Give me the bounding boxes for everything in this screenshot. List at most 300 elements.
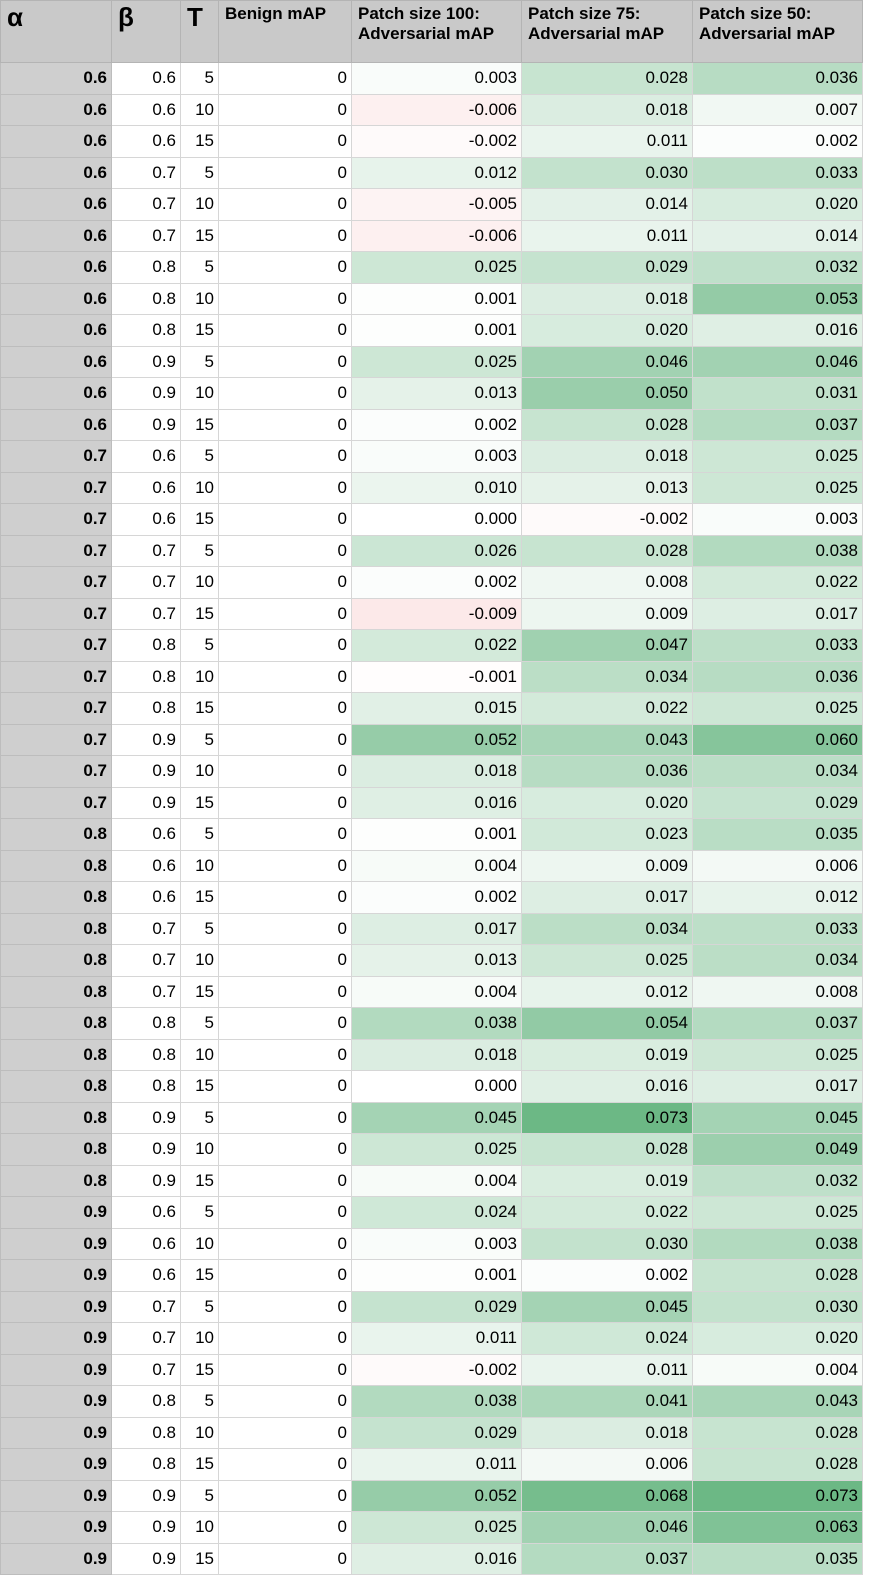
t-cell[interactable]: 15 <box>181 598 219 630</box>
patch-100-cell[interactable]: 0.004 <box>352 850 522 882</box>
patch-50-cell[interactable]: 0.037 <box>693 1008 863 1040</box>
benign-map-cell[interactable]: 0 <box>219 1039 352 1071</box>
beta-cell[interactable]: 0.6 <box>112 63 181 95</box>
patch-75-cell[interactable]: 0.029 <box>522 252 693 284</box>
beta-cell[interactable]: 0.7 <box>112 157 181 189</box>
benign-map-cell[interactable]: 0 <box>219 1134 352 1166</box>
patch-50-cell[interactable]: 0.033 <box>693 157 863 189</box>
alpha-cell[interactable]: 0.9 <box>1 1260 112 1292</box>
patch-50-cell[interactable]: 0.029 <box>693 787 863 819</box>
patch-75-cell[interactable]: 0.018 <box>522 1417 693 1449</box>
patch-75-cell[interactable]: 0.028 <box>522 409 693 441</box>
patch-75-cell[interactable]: 0.013 <box>522 472 693 504</box>
t-cell[interactable]: 5 <box>181 913 219 945</box>
beta-cell[interactable]: 0.7 <box>112 598 181 630</box>
beta-cell[interactable]: 0.6 <box>112 850 181 882</box>
benign-map-cell[interactable]: 0 <box>219 346 352 378</box>
t-cell[interactable]: 15 <box>181 1449 219 1481</box>
header-benign-map[interactable]: Benign mAP <box>219 1 352 63</box>
t-cell[interactable]: 10 <box>181 1512 219 1544</box>
header-alpha[interactable]: α <box>1 1 112 63</box>
alpha-cell[interactable]: 0.8 <box>1 1165 112 1197</box>
alpha-cell[interactable]: 0.6 <box>1 157 112 189</box>
patch-50-cell[interactable]: 0.043 <box>693 1386 863 1418</box>
patch-50-cell[interactable]: 0.028 <box>693 1260 863 1292</box>
t-cell[interactable]: 10 <box>181 283 219 315</box>
t-cell[interactable]: 10 <box>181 189 219 221</box>
benign-map-cell[interactable]: 0 <box>219 850 352 882</box>
benign-map-cell[interactable]: 0 <box>219 1543 352 1575</box>
alpha-cell[interactable]: 0.7 <box>1 693 112 725</box>
benign-map-cell[interactable]: 0 <box>219 189 352 221</box>
alpha-cell[interactable]: 0.7 <box>1 756 112 788</box>
alpha-cell[interactable]: 0.8 <box>1 913 112 945</box>
patch-75-cell[interactable]: 0.073 <box>522 1102 693 1134</box>
header-patch-100[interactable]: Patch size 100: Adversarial mAP <box>352 1 522 63</box>
benign-map-cell[interactable]: 0 <box>219 1323 352 1355</box>
patch-50-cell[interactable]: 0.012 <box>693 882 863 914</box>
patch-50-cell[interactable]: 0.006 <box>693 850 863 882</box>
alpha-cell[interactable]: 0.9 <box>1 1386 112 1418</box>
beta-cell[interactable]: 0.9 <box>112 1165 181 1197</box>
beta-cell[interactable]: 0.6 <box>112 819 181 851</box>
t-cell[interactable]: 5 <box>181 1008 219 1040</box>
patch-100-cell[interactable]: 0.017 <box>352 913 522 945</box>
alpha-cell[interactable]: 0.6 <box>1 63 112 95</box>
patch-75-cell[interactable]: 0.008 <box>522 567 693 599</box>
benign-map-cell[interactable]: 0 <box>219 913 352 945</box>
patch-100-cell[interactable]: 0.016 <box>352 787 522 819</box>
patch-75-cell[interactable]: 0.022 <box>522 693 693 725</box>
patch-50-cell[interactable]: 0.053 <box>693 283 863 315</box>
patch-100-cell[interactable]: 0.025 <box>352 1134 522 1166</box>
patch-75-cell[interactable]: 0.019 <box>522 1039 693 1071</box>
benign-map-cell[interactable]: 0 <box>219 315 352 347</box>
patch-100-cell[interactable]: 0.052 <box>352 724 522 756</box>
patch-50-cell[interactable]: 0.035 <box>693 819 863 851</box>
benign-map-cell[interactable]: 0 <box>219 661 352 693</box>
benign-map-cell[interactable]: 0 <box>219 567 352 599</box>
alpha-cell[interactable]: 0.9 <box>1 1197 112 1229</box>
patch-75-cell[interactable]: 0.018 <box>522 441 693 473</box>
patch-75-cell[interactable]: 0.028 <box>522 63 693 95</box>
patch-50-cell[interactable]: 0.025 <box>693 441 863 473</box>
t-cell[interactable]: 15 <box>181 220 219 252</box>
t-cell[interactable]: 5 <box>181 819 219 851</box>
benign-map-cell[interactable]: 0 <box>219 441 352 473</box>
beta-cell[interactable]: 0.6 <box>112 1260 181 1292</box>
patch-100-cell[interactable]: 0.011 <box>352 1449 522 1481</box>
patch-100-cell[interactable]: 0.029 <box>352 1291 522 1323</box>
benign-map-cell[interactable]: 0 <box>219 1449 352 1481</box>
patch-100-cell[interactable]: 0.002 <box>352 409 522 441</box>
benign-map-cell[interactable]: 0 <box>219 1291 352 1323</box>
benign-map-cell[interactable]: 0 <box>219 63 352 95</box>
patch-100-cell[interactable]: 0.022 <box>352 630 522 662</box>
alpha-cell[interactable]: 0.8 <box>1 1071 112 1103</box>
benign-map-cell[interactable]: 0 <box>219 1480 352 1512</box>
patch-50-cell[interactable]: 0.046 <box>693 346 863 378</box>
patch-100-cell[interactable]: 0.002 <box>352 567 522 599</box>
patch-50-cell[interactable]: 0.002 <box>693 126 863 158</box>
alpha-cell[interactable]: 0.9 <box>1 1543 112 1575</box>
t-cell[interactable]: 10 <box>181 850 219 882</box>
alpha-cell[interactable]: 0.7 <box>1 472 112 504</box>
beta-cell[interactable]: 0.7 <box>112 913 181 945</box>
benign-map-cell[interactable]: 0 <box>219 756 352 788</box>
patch-50-cell[interactable]: 0.032 <box>693 1165 863 1197</box>
patch-75-cell[interactable]: -0.002 <box>522 504 693 536</box>
alpha-cell[interactable]: 0.7 <box>1 441 112 473</box>
patch-50-cell[interactable]: 0.033 <box>693 913 863 945</box>
patch-50-cell[interactable]: 0.017 <box>693 598 863 630</box>
patch-75-cell[interactable]: 0.011 <box>522 126 693 158</box>
beta-cell[interactable]: 0.9 <box>112 1543 181 1575</box>
alpha-cell[interactable]: 0.8 <box>1 976 112 1008</box>
beta-cell[interactable]: 0.7 <box>112 1291 181 1323</box>
alpha-cell[interactable]: 0.6 <box>1 409 112 441</box>
patch-50-cell[interactable]: 0.034 <box>693 756 863 788</box>
patch-75-cell[interactable]: 0.019 <box>522 1165 693 1197</box>
patch-100-cell[interactable]: 0.002 <box>352 882 522 914</box>
patch-75-cell[interactable]: 0.014 <box>522 189 693 221</box>
t-cell[interactable]: 15 <box>181 504 219 536</box>
patch-50-cell[interactable]: 0.063 <box>693 1512 863 1544</box>
patch-75-cell[interactable]: 0.002 <box>522 1260 693 1292</box>
t-cell[interactable]: 15 <box>181 1071 219 1103</box>
alpha-cell[interactable]: 0.8 <box>1 1102 112 1134</box>
alpha-cell[interactable]: 0.9 <box>1 1228 112 1260</box>
patch-100-cell[interactable]: -0.009 <box>352 598 522 630</box>
alpha-cell[interactable]: 0.6 <box>1 126 112 158</box>
alpha-cell[interactable]: 0.7 <box>1 535 112 567</box>
patch-100-cell[interactable]: -0.006 <box>352 220 522 252</box>
patch-75-cell[interactable]: 0.018 <box>522 94 693 126</box>
patch-100-cell[interactable]: 0.011 <box>352 1323 522 1355</box>
t-cell[interactable]: 5 <box>181 63 219 95</box>
patch-100-cell[interactable]: -0.006 <box>352 94 522 126</box>
beta-cell[interactable]: 0.9 <box>112 346 181 378</box>
beta-cell[interactable]: 0.7 <box>112 567 181 599</box>
t-cell[interactable]: 15 <box>181 126 219 158</box>
patch-50-cell[interactable]: 0.016 <box>693 315 863 347</box>
patch-100-cell[interactable]: 0.029 <box>352 1417 522 1449</box>
t-cell[interactable]: 10 <box>181 1228 219 1260</box>
patch-75-cell[interactable]: 0.041 <box>522 1386 693 1418</box>
beta-cell[interactable]: 0.8 <box>112 693 181 725</box>
patch-100-cell[interactable]: 0.052 <box>352 1480 522 1512</box>
beta-cell[interactable]: 0.8 <box>112 283 181 315</box>
benign-map-cell[interactable]: 0 <box>219 1197 352 1229</box>
beta-cell[interactable]: 0.7 <box>112 189 181 221</box>
beta-cell[interactable]: 0.6 <box>112 504 181 536</box>
benign-map-cell[interactable]: 0 <box>219 535 352 567</box>
patch-75-cell[interactable]: 0.017 <box>522 882 693 914</box>
t-cell[interactable]: 10 <box>181 94 219 126</box>
beta-cell[interactable]: 0.7 <box>112 945 181 977</box>
t-cell[interactable]: 10 <box>181 1417 219 1449</box>
patch-50-cell[interactable]: 0.007 <box>693 94 863 126</box>
alpha-cell[interactable]: 0.6 <box>1 283 112 315</box>
beta-cell[interactable]: 0.7 <box>112 220 181 252</box>
patch-50-cell[interactable]: 0.025 <box>693 472 863 504</box>
beta-cell[interactable]: 0.8 <box>112 630 181 662</box>
patch-50-cell[interactable]: 0.038 <box>693 535 863 567</box>
patch-75-cell[interactable]: 0.009 <box>522 598 693 630</box>
alpha-cell[interactable]: 0.6 <box>1 189 112 221</box>
beta-cell[interactable]: 0.7 <box>112 1354 181 1386</box>
alpha-cell[interactable]: 0.8 <box>1 819 112 851</box>
benign-map-cell[interactable]: 0 <box>219 882 352 914</box>
patch-50-cell[interactable]: 0.045 <box>693 1102 863 1134</box>
beta-cell[interactable]: 0.9 <box>112 756 181 788</box>
patch-100-cell[interactable]: 0.000 <box>352 1071 522 1103</box>
benign-map-cell[interactable]: 0 <box>219 94 352 126</box>
benign-map-cell[interactable]: 0 <box>219 724 352 756</box>
alpha-cell[interactable]: 0.7 <box>1 724 112 756</box>
benign-map-cell[interactable]: 0 <box>219 504 352 536</box>
t-cell[interactable]: 5 <box>181 535 219 567</box>
patch-100-cell[interactable]: 0.001 <box>352 819 522 851</box>
alpha-cell[interactable]: 0.9 <box>1 1291 112 1323</box>
patch-75-cell[interactable]: 0.009 <box>522 850 693 882</box>
patch-100-cell[interactable]: 0.000 <box>352 504 522 536</box>
benign-map-cell[interactable]: 0 <box>219 1386 352 1418</box>
patch-50-cell[interactable]: 0.030 <box>693 1291 863 1323</box>
alpha-cell[interactable]: 0.9 <box>1 1480 112 1512</box>
patch-100-cell[interactable]: 0.018 <box>352 1039 522 1071</box>
benign-map-cell[interactable]: 0 <box>219 220 352 252</box>
benign-map-cell[interactable]: 0 <box>219 1102 352 1134</box>
benign-map-cell[interactable]: 0 <box>219 1165 352 1197</box>
beta-cell[interactable]: 0.8 <box>112 1071 181 1103</box>
patch-100-cell[interactable]: 0.004 <box>352 976 522 1008</box>
t-cell[interactable]: 5 <box>181 441 219 473</box>
patch-75-cell[interactable]: 0.046 <box>522 346 693 378</box>
benign-map-cell[interactable]: 0 <box>219 1228 352 1260</box>
beta-cell[interactable]: 0.9 <box>112 787 181 819</box>
benign-map-cell[interactable]: 0 <box>219 283 352 315</box>
t-cell[interactable]: 10 <box>181 661 219 693</box>
t-cell[interactable]: 10 <box>181 567 219 599</box>
t-cell[interactable]: 15 <box>181 787 219 819</box>
patch-100-cell[interactable]: 0.038 <box>352 1008 522 1040</box>
beta-cell[interactable]: 0.6 <box>112 441 181 473</box>
patch-75-cell[interactable]: 0.011 <box>522 1354 693 1386</box>
patch-100-cell[interactable]: 0.013 <box>352 378 522 410</box>
patch-50-cell[interactable]: 0.004 <box>693 1354 863 1386</box>
patch-100-cell[interactable]: 0.016 <box>352 1543 522 1575</box>
alpha-cell[interactable]: 0.6 <box>1 94 112 126</box>
alpha-cell[interactable]: 0.6 <box>1 252 112 284</box>
patch-100-cell[interactable]: 0.025 <box>352 346 522 378</box>
patch-50-cell[interactable]: 0.003 <box>693 504 863 536</box>
patch-100-cell[interactable]: 0.045 <box>352 1102 522 1134</box>
patch-75-cell[interactable]: 0.028 <box>522 1134 693 1166</box>
patch-50-cell[interactable]: 0.034 <box>693 945 863 977</box>
patch-100-cell[interactable]: 0.024 <box>352 1197 522 1229</box>
alpha-cell[interactable]: 0.6 <box>1 220 112 252</box>
patch-75-cell[interactable]: 0.050 <box>522 378 693 410</box>
patch-50-cell[interactable]: 0.028 <box>693 1449 863 1481</box>
patch-50-cell[interactable]: 0.020 <box>693 189 863 221</box>
patch-50-cell[interactable]: 0.032 <box>693 252 863 284</box>
patch-50-cell[interactable]: 0.033 <box>693 630 863 662</box>
alpha-cell[interactable]: 0.7 <box>1 787 112 819</box>
patch-100-cell[interactable]: 0.010 <box>352 472 522 504</box>
patch-75-cell[interactable]: 0.054 <box>522 1008 693 1040</box>
t-cell[interactable]: 5 <box>181 346 219 378</box>
patch-100-cell[interactable]: -0.002 <box>352 126 522 158</box>
alpha-cell[interactable]: 0.6 <box>1 378 112 410</box>
patch-50-cell[interactable]: 0.036 <box>693 63 863 95</box>
benign-map-cell[interactable]: 0 <box>219 1417 352 1449</box>
alpha-cell[interactable]: 0.7 <box>1 504 112 536</box>
patch-100-cell[interactable]: 0.038 <box>352 1386 522 1418</box>
alpha-cell[interactable]: 0.9 <box>1 1354 112 1386</box>
t-cell[interactable]: 15 <box>181 1165 219 1197</box>
patch-75-cell[interactable]: 0.034 <box>522 661 693 693</box>
patch-75-cell[interactable]: 0.012 <box>522 976 693 1008</box>
patch-75-cell[interactable]: 0.030 <box>522 1228 693 1260</box>
t-cell[interactable]: 5 <box>181 630 219 662</box>
patch-75-cell[interactable]: 0.036 <box>522 756 693 788</box>
patch-50-cell[interactable]: 0.025 <box>693 693 863 725</box>
patch-100-cell[interactable]: 0.001 <box>352 1260 522 1292</box>
beta-cell[interactable]: 0.9 <box>112 1480 181 1512</box>
benign-map-cell[interactable]: 0 <box>219 1512 352 1544</box>
beta-cell[interactable]: 0.6 <box>112 1197 181 1229</box>
benign-map-cell[interactable]: 0 <box>219 630 352 662</box>
header-patch-75[interactable]: Patch size 75: Adversarial mAP <box>522 1 693 63</box>
patch-50-cell[interactable]: 0.049 <box>693 1134 863 1166</box>
alpha-cell[interactable]: 0.9 <box>1 1512 112 1544</box>
t-cell[interactable]: 5 <box>181 1480 219 1512</box>
t-cell[interactable]: 15 <box>181 1354 219 1386</box>
beta-cell[interactable]: 0.8 <box>112 1417 181 1449</box>
patch-50-cell[interactable]: 0.037 <box>693 409 863 441</box>
patch-100-cell[interactable]: 0.003 <box>352 63 522 95</box>
benign-map-cell[interactable]: 0 <box>219 1354 352 1386</box>
benign-map-cell[interactable]: 0 <box>219 1008 352 1040</box>
patch-50-cell[interactable]: 0.017 <box>693 1071 863 1103</box>
t-cell[interactable]: 15 <box>181 315 219 347</box>
header-beta[interactable]: β <box>112 1 181 63</box>
patch-100-cell[interactable]: 0.003 <box>352 441 522 473</box>
patch-75-cell[interactable]: 0.020 <box>522 787 693 819</box>
t-cell[interactable]: 10 <box>181 1134 219 1166</box>
benign-map-cell[interactable]: 0 <box>219 252 352 284</box>
patch-100-cell[interactable]: 0.001 <box>352 315 522 347</box>
beta-cell[interactable]: 0.9 <box>112 724 181 756</box>
t-cell[interactable]: 15 <box>181 976 219 1008</box>
t-cell[interactable]: 10 <box>181 945 219 977</box>
t-cell[interactable]: 15 <box>181 693 219 725</box>
beta-cell[interactable]: 0.6 <box>112 472 181 504</box>
benign-map-cell[interactable]: 0 <box>219 976 352 1008</box>
beta-cell[interactable]: 0.6 <box>112 1228 181 1260</box>
benign-map-cell[interactable]: 0 <box>219 598 352 630</box>
alpha-cell[interactable]: 0.8 <box>1 882 112 914</box>
patch-50-cell[interactable]: 0.028 <box>693 1417 863 1449</box>
beta-cell[interactable]: 0.8 <box>112 315 181 347</box>
header-patch-50[interactable]: Patch size 50: Adversarial mAP <box>693 1 863 63</box>
patch-75-cell[interactable]: 0.024 <box>522 1323 693 1355</box>
beta-cell[interactable]: 0.6 <box>112 94 181 126</box>
patch-100-cell[interactable]: -0.002 <box>352 1354 522 1386</box>
patch-75-cell[interactable]: 0.020 <box>522 315 693 347</box>
beta-cell[interactable]: 0.7 <box>112 976 181 1008</box>
patch-50-cell[interactable]: 0.008 <box>693 976 863 1008</box>
alpha-cell[interactable]: 0.9 <box>1 1449 112 1481</box>
patch-75-cell[interactable]: 0.068 <box>522 1480 693 1512</box>
patch-50-cell[interactable]: 0.060 <box>693 724 863 756</box>
beta-cell[interactable]: 0.9 <box>112 1102 181 1134</box>
patch-75-cell[interactable]: 0.037 <box>522 1543 693 1575</box>
patch-75-cell[interactable]: 0.028 <box>522 535 693 567</box>
patch-75-cell[interactable]: 0.043 <box>522 724 693 756</box>
patch-50-cell[interactable]: 0.073 <box>693 1480 863 1512</box>
benign-map-cell[interactable]: 0 <box>219 157 352 189</box>
t-cell[interactable]: 15 <box>181 882 219 914</box>
t-cell[interactable]: 10 <box>181 378 219 410</box>
beta-cell[interactable]: 0.9 <box>112 1134 181 1166</box>
patch-100-cell[interactable]: -0.001 <box>352 661 522 693</box>
patch-75-cell[interactable]: 0.047 <box>522 630 693 662</box>
patch-100-cell[interactable]: 0.004 <box>352 1165 522 1197</box>
patch-75-cell[interactable]: 0.046 <box>522 1512 693 1544</box>
t-cell[interactable]: 5 <box>181 1386 219 1418</box>
alpha-cell[interactable]: 0.7 <box>1 567 112 599</box>
beta-cell[interactable]: 0.6 <box>112 126 181 158</box>
benign-map-cell[interactable]: 0 <box>219 472 352 504</box>
patch-50-cell[interactable]: 0.020 <box>693 1323 863 1355</box>
alpha-cell[interactable]: 0.7 <box>1 630 112 662</box>
patch-50-cell[interactable]: 0.025 <box>693 1039 863 1071</box>
beta-cell[interactable]: 0.9 <box>112 409 181 441</box>
patch-50-cell[interactable]: 0.025 <box>693 1197 863 1229</box>
t-cell[interactable]: 15 <box>181 1260 219 1292</box>
patch-50-cell[interactable]: 0.022 <box>693 567 863 599</box>
alpha-cell[interactable]: 0.7 <box>1 661 112 693</box>
t-cell[interactable]: 5 <box>181 157 219 189</box>
t-cell[interactable]: 5 <box>181 252 219 284</box>
patch-100-cell[interactable]: 0.018 <box>352 756 522 788</box>
header-t[interactable]: T <box>181 1 219 63</box>
t-cell[interactable]: 5 <box>181 1197 219 1229</box>
patch-75-cell[interactable]: 0.030 <box>522 157 693 189</box>
beta-cell[interactable]: 0.6 <box>112 882 181 914</box>
patch-100-cell[interactable]: 0.012 <box>352 157 522 189</box>
beta-cell[interactable]: 0.9 <box>112 1512 181 1544</box>
alpha-cell[interactable]: 0.8 <box>1 945 112 977</box>
t-cell[interactable]: 5 <box>181 724 219 756</box>
patch-50-cell[interactable]: 0.036 <box>693 661 863 693</box>
beta-cell[interactable]: 0.8 <box>112 1039 181 1071</box>
patch-50-cell[interactable]: 0.031 <box>693 378 863 410</box>
patch-50-cell[interactable]: 0.014 <box>693 220 863 252</box>
patch-75-cell[interactable]: 0.016 <box>522 1071 693 1103</box>
alpha-cell[interactable]: 0.6 <box>1 346 112 378</box>
patch-75-cell[interactable]: 0.025 <box>522 945 693 977</box>
t-cell[interactable]: 5 <box>181 1102 219 1134</box>
patch-100-cell[interactable]: 0.025 <box>352 1512 522 1544</box>
t-cell[interactable]: 10 <box>181 1039 219 1071</box>
alpha-cell[interactable]: 0.9 <box>1 1323 112 1355</box>
beta-cell[interactable]: 0.8 <box>112 1386 181 1418</box>
benign-map-cell[interactable]: 0 <box>219 409 352 441</box>
patch-100-cell[interactable]: 0.003 <box>352 1228 522 1260</box>
